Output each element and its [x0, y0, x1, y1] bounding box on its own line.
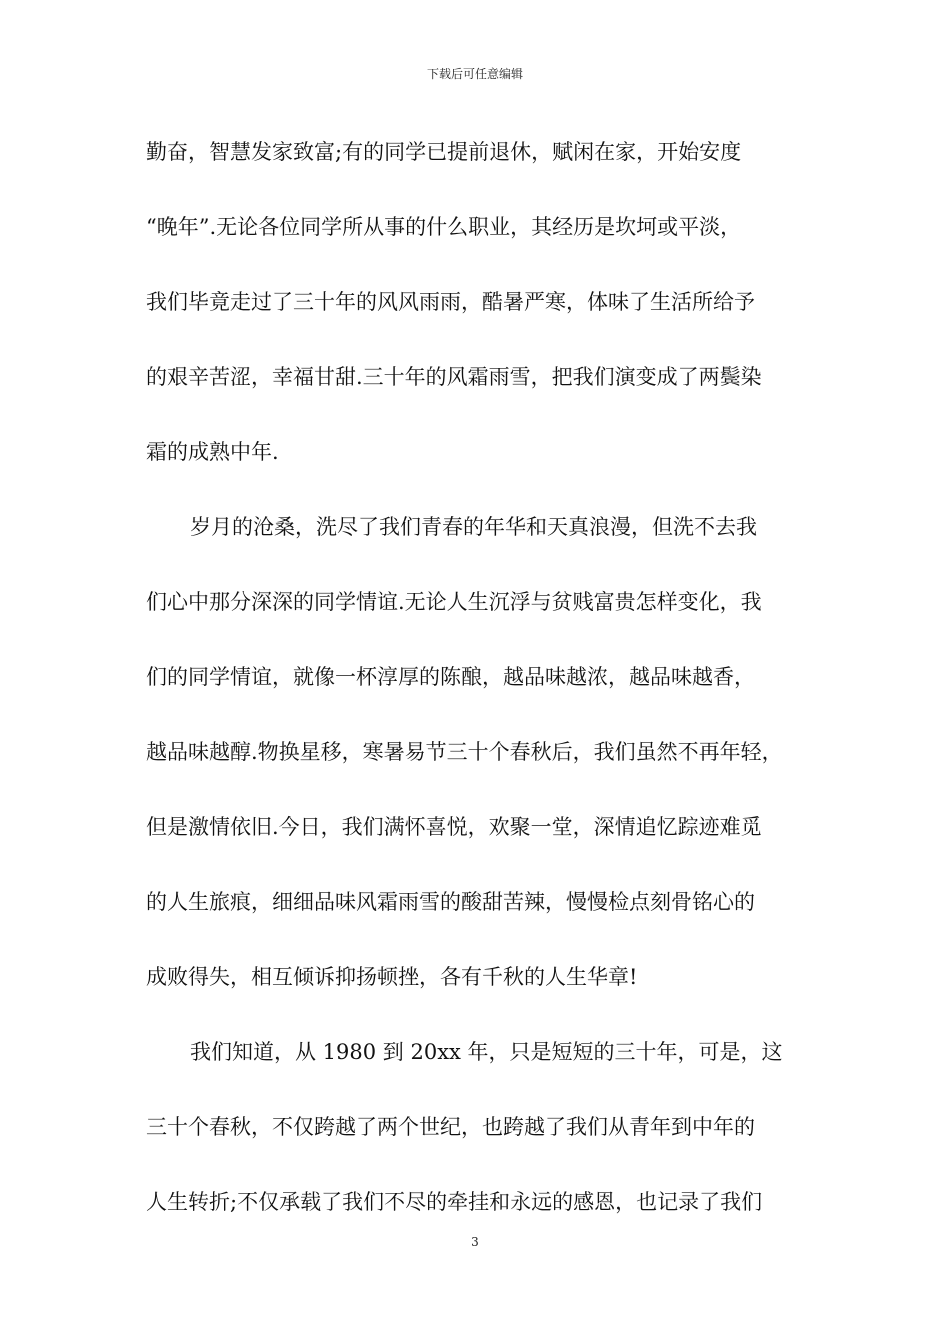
text-line: 们心中那分深深的同学情谊.无论人生沉浮与贫贱富贵怎样变化，我 [146, 590, 762, 614]
text-line: “晚年”.无论各位同学所从事的什么职业，其经历是坎坷或平淡， [146, 215, 742, 239]
paragraph-first-line: 岁月的沧桑，洗尽了我们青春的年华和天真浪漫，但洗不去我 [190, 515, 757, 539]
page-number: 3 [471, 1235, 479, 1249]
text-line: 越品味越醇.物换星移，寒暑易节三十个春秋后，我们虽然不再年轻， [146, 740, 783, 764]
text-line: 的人生旅痕，细细品味风霜雨雪的酸甜苦辣，慢慢检点刻骨铭心的 [146, 890, 755, 914]
text-line: 霜的成熟中年. [146, 440, 279, 464]
text-line: 成败得失，相互倾诉抑扬顿挫，各有千秋的人生华章! [146, 965, 638, 989]
text-line: 勤奋，智慧发家致富;有的同学已提前退休，赋闲在家，开始安度 [146, 140, 742, 164]
page-header: 下载后可任意编辑 [426, 67, 523, 81]
text-line: 但是激情依旧.今日，我们满怀喜悦，欢聚一堂，深情追忆踪迹难觅 [146, 815, 762, 839]
text-line: 我们毕竟走过了三十年的风风雨雨，酷暑严寒，体味了生活所给予 [146, 290, 755, 314]
paragraph-first-line: 我们知道，从 1980 到 20xx 年，只是短短的三十年，可是，这 [190, 1040, 783, 1064]
text-line: 三十个春秋，不仅跨越了两个世纪，也跨越了我们从青年到中年的 [146, 1115, 755, 1139]
text-line: 的艰辛苦涩，幸福甘甜.三十年的风霜雨雪，把我们演变成了两鬓染 [146, 365, 762, 389]
text-line: 们的同学情谊，就像一杯淳厚的陈酿，越品味越浓，越品味越香， [146, 665, 755, 689]
text-line: 人生转折;不仅承载了我们不尽的牵挂和永远的感恩，也记录了我们 [146, 1190, 763, 1214]
